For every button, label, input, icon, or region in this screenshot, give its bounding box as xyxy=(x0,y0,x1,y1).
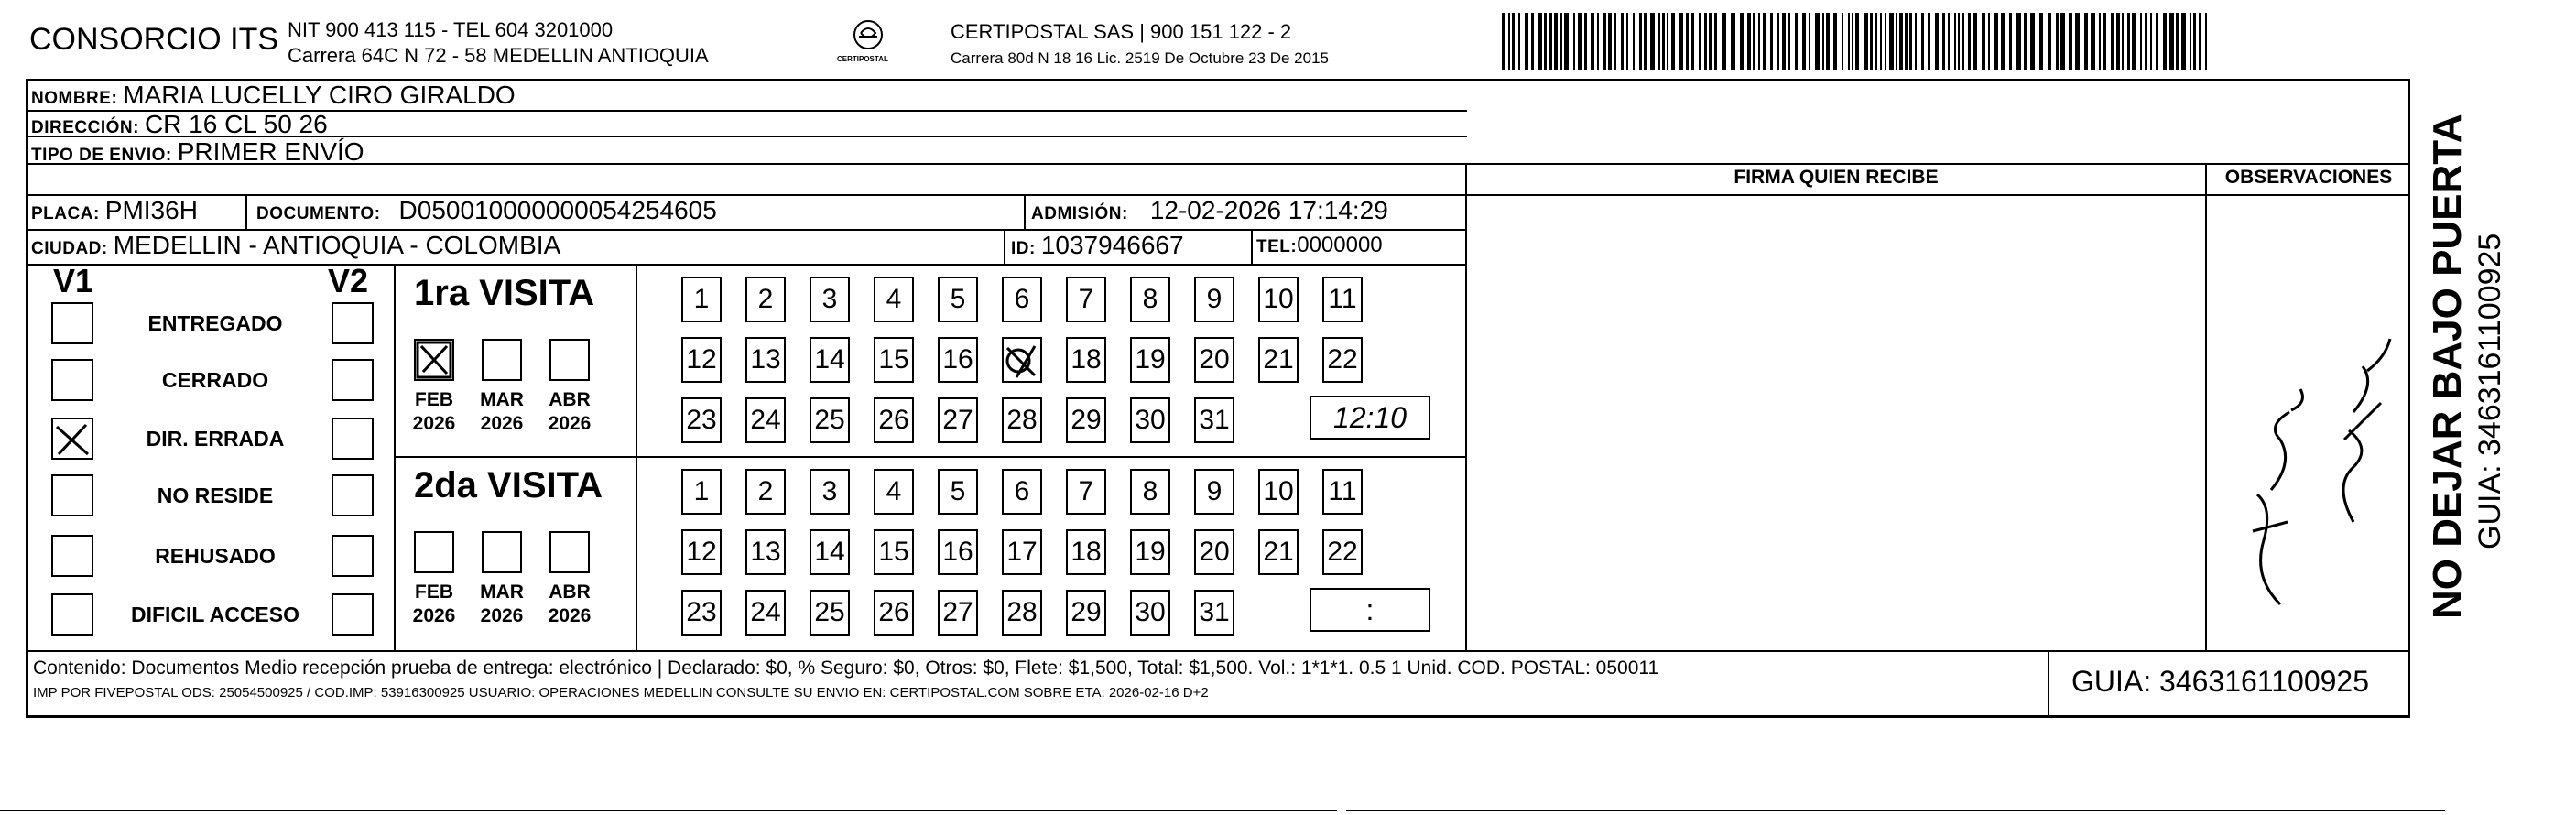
day-box[interactable]: 21 xyxy=(1258,529,1299,575)
month-label: MAR 2026 xyxy=(480,389,524,434)
day-box[interactable]: 16 xyxy=(938,529,978,575)
day-box[interactable]: 31 xyxy=(1194,590,1234,636)
time-box[interactable]: : xyxy=(1310,588,1430,632)
day-box[interactable]: 3 xyxy=(810,277,850,322)
day-box[interactable]: 26 xyxy=(874,397,914,443)
day-box[interactable]: 22 xyxy=(1322,529,1363,575)
documento-label: DOCUMENTO: xyxy=(256,204,381,223)
day-box[interactable]: 2 xyxy=(745,469,786,515)
day-box[interactable]: 2 xyxy=(745,277,786,322)
day-box[interactable]: 17 xyxy=(1002,529,1042,575)
day-box[interactable]: 20 xyxy=(1194,529,1234,575)
footer-line-2: IMP POR FIVEPOSTAL ODS: 25054500925 / COD.IMP: 53916300925 USUARIO: OPERACIONES MEDELLIN CONSULTE SU ENVIO EN: CERTIPOSTAL.COM SOBRE ETA: 2026-02-16 D+2 xyxy=(33,685,1209,701)
v2-label: V2 xyxy=(328,262,369,299)
day-box[interactable]: 27 xyxy=(938,590,978,636)
day-box[interactable]: 28 xyxy=(1002,397,1042,443)
courier-line-2: Carrera 80d N 18 16 Lic. 2519 De Octubre 23 De 2015 xyxy=(951,49,1329,67)
placa-value: PMI36H xyxy=(104,196,198,224)
day-box[interactable]: 13 xyxy=(745,337,786,383)
day-box[interactable]: 29 xyxy=(1066,590,1106,636)
direccion-row xyxy=(31,110,328,139)
id-label: ID: xyxy=(1011,239,1036,258)
day-box[interactable]: 4 xyxy=(874,469,914,515)
visit-title: 2da VISITA xyxy=(414,465,603,505)
certipostal-logo xyxy=(831,15,905,70)
day-box[interactable]: 28 xyxy=(1002,590,1042,636)
company-line-1: NIT 900 413 115 - TEL 604 3201000 xyxy=(288,18,614,41)
month-label: FEB 2026 xyxy=(412,581,456,626)
month-checkbox[interactable] xyxy=(414,531,454,573)
v1-checkbox[interactable] xyxy=(51,418,93,460)
day-box[interactable]: 14 xyxy=(810,529,850,575)
side-warning: NO DEJAR BAJO PUERTA xyxy=(2425,114,2470,619)
day-box[interactable]: 8 xyxy=(1130,277,1170,322)
day-box[interactable]: 10 xyxy=(1258,469,1299,515)
day-box[interactable]: 12 xyxy=(681,337,722,383)
day-box[interactable]: 10 xyxy=(1258,277,1299,322)
day-box[interactable]: 22 xyxy=(1322,337,1363,383)
day-box[interactable]: 29 xyxy=(1066,397,1106,443)
day-box[interactable]: 19 xyxy=(1130,337,1170,383)
day-box[interactable]: 15 xyxy=(874,529,914,575)
day-box[interactable]: 9 xyxy=(1194,277,1234,322)
day-box[interactable]: 1 xyxy=(681,277,722,322)
v2-checkbox[interactable] xyxy=(332,418,374,460)
v2-checkbox[interactable] xyxy=(332,359,374,401)
status-label: ENTREGADO xyxy=(147,311,283,335)
v2-checkbox[interactable] xyxy=(332,474,374,516)
ciudad-label: CIUDAD: xyxy=(31,239,108,258)
day-box[interactable]: 19 xyxy=(1130,529,1170,575)
day-box[interactable]: 30 xyxy=(1130,590,1170,636)
day-box[interactable]: 6 xyxy=(1002,277,1042,322)
day-box[interactable]: 14 xyxy=(810,337,850,383)
side-guia: GUIA: 3463161100925 xyxy=(2473,233,2507,549)
handwritten-observation xyxy=(2216,302,2408,632)
footer-line-1: Contenido: Documentos Medio recepción prueba de entrega: electrónico | Declarado: $0, % Seguro: $0, Otros: $0, Flete: $1,500, Total: $1,500. Vol.: 1*1*1. 0.5 1 Unid. COD. POSTAL: 050011 xyxy=(33,657,1659,679)
day-box[interactable]: 3 xyxy=(810,469,850,515)
day-box[interactable]: 25 xyxy=(810,397,850,443)
visit-title: 1ra VISITA xyxy=(414,273,595,313)
day-box[interactable]: 16 xyxy=(938,337,978,383)
day-box[interactable]: 27 xyxy=(938,397,978,443)
month-checkbox[interactable] xyxy=(414,339,454,381)
day-box[interactable]: 11 xyxy=(1322,277,1363,322)
month-checkbox[interactable] xyxy=(549,339,590,381)
company-name: CONSORCIO ITS xyxy=(29,22,279,57)
v1-checkbox[interactable] xyxy=(51,474,93,516)
day-box[interactable]: 24 xyxy=(745,397,786,443)
v2-checkbox[interactable] xyxy=(332,593,374,636)
tel-value: 0000000 xyxy=(1297,233,1383,257)
v2-checkbox[interactable] xyxy=(332,535,374,577)
month-checkbox[interactable] xyxy=(482,531,522,573)
tipo-envio-value: PRIMER ENVÍO xyxy=(177,137,364,166)
day-box[interactable]: 18 xyxy=(1066,529,1106,575)
footer-guia: GUIA: 3463161100925 xyxy=(2071,665,2369,698)
day-box[interactable]: 30 xyxy=(1130,397,1170,443)
day-box[interactable] xyxy=(1002,337,1042,383)
v1-label: V1 xyxy=(53,262,94,299)
status-label: REHUSADO xyxy=(155,544,276,568)
documento-row xyxy=(256,196,717,225)
firma-header: FIRMA QUIEN RECIBE xyxy=(1734,167,1939,188)
time-box[interactable]: 12:10 xyxy=(1310,396,1430,440)
company-line-2: Carrera 64C N 72 - 58 MEDELLIN ANTIOQUIA xyxy=(288,44,709,67)
admision-value: 12-02-2026 17:14:29 xyxy=(1149,196,1388,224)
admision-label: ADMISIÓN: xyxy=(1031,204,1128,223)
tel-row xyxy=(1256,233,1383,258)
day-box[interactable]: 8 xyxy=(1130,469,1170,515)
direccion-label: DIRECCIÓN: xyxy=(31,118,139,137)
direccion-value: CR 16 CL 50 26 xyxy=(144,110,328,138)
day-box[interactable]: 18 xyxy=(1066,337,1106,383)
day-box[interactable]: 9 xyxy=(1194,469,1234,515)
month-checkbox[interactable] xyxy=(482,339,522,381)
tipo-envio-label: TIPO DE ENVIO: xyxy=(31,146,172,165)
month-label: FEB 2026 xyxy=(412,389,456,434)
day-box[interactable]: 25 xyxy=(810,590,850,636)
nombre-value: MARIA LUCELLY CIRO GIRALDO xyxy=(123,81,516,109)
day-box[interactable]: 21 xyxy=(1258,337,1299,383)
observaciones-header: OBSERVACIONES xyxy=(2224,167,2393,188)
v1-checkbox[interactable] xyxy=(51,535,93,577)
ciudad-value: MEDELLIN - ANTIOQUIA - COLOMBIA xyxy=(113,231,561,259)
v1-checkbox[interactable] xyxy=(51,302,93,344)
day-box[interactable]: 24 xyxy=(745,590,786,636)
day-box[interactable]: 6 xyxy=(1002,469,1042,515)
month-label: ABR 2026 xyxy=(548,389,592,434)
status-label: NO RESIDE xyxy=(157,484,274,507)
placa-row xyxy=(31,196,198,225)
tipo-envio-row xyxy=(31,137,364,167)
day-box[interactable]: 31 xyxy=(1194,397,1234,443)
header xyxy=(26,9,1491,73)
day-box[interactable]: 13 xyxy=(745,529,786,575)
v1-checkbox[interactable] xyxy=(51,593,93,636)
day-box[interactable]: 1 xyxy=(681,469,722,515)
logo-text: CERTIPOSTAL xyxy=(837,55,888,63)
day-box[interactable]: 11 xyxy=(1322,469,1363,515)
status-label: CERRADO xyxy=(161,368,269,392)
admision-row xyxy=(1031,196,1388,225)
status-label: DIR. ERRADA xyxy=(146,427,285,451)
day-box[interactable]: 23 xyxy=(681,590,722,636)
day-box[interactable]: 12 xyxy=(681,529,722,575)
id-value: 1037946667 xyxy=(1040,231,1184,259)
day-box[interactable]: 20 xyxy=(1194,337,1234,383)
nombre-row xyxy=(31,81,516,110)
id-row xyxy=(1011,231,1184,260)
documento-value: D050010000000054254605 xyxy=(398,196,717,224)
day-box[interactable]: 4 xyxy=(874,277,914,322)
day-box[interactable]: 7 xyxy=(1066,469,1106,515)
day-box[interactable]: 7 xyxy=(1066,277,1106,322)
day-box[interactable]: 15 xyxy=(874,337,914,383)
v2-checkbox[interactable] xyxy=(332,302,374,344)
month-label: ABR 2026 xyxy=(548,581,592,626)
month-label: MAR 2026 xyxy=(480,581,524,626)
v1-checkbox[interactable] xyxy=(51,359,93,401)
day-box[interactable]: 5 xyxy=(938,277,978,322)
day-box[interactable]: 5 xyxy=(938,469,978,515)
day-box[interactable]: 26 xyxy=(874,590,914,636)
barcode xyxy=(1502,13,2207,70)
status-label: DIFICIL ACCESO xyxy=(130,603,299,626)
placa-label: PLACA: xyxy=(31,204,100,223)
tel-label: TEL: xyxy=(1256,237,1298,256)
courier-line-1: CERTIPOSTAL SAS | 900 151 122 - 2 xyxy=(951,20,1292,43)
day-box[interactable]: 23 xyxy=(681,397,722,443)
nombre-label: NOMBRE: xyxy=(31,89,118,108)
month-checkbox[interactable] xyxy=(549,531,590,573)
ciudad-row xyxy=(31,231,560,260)
